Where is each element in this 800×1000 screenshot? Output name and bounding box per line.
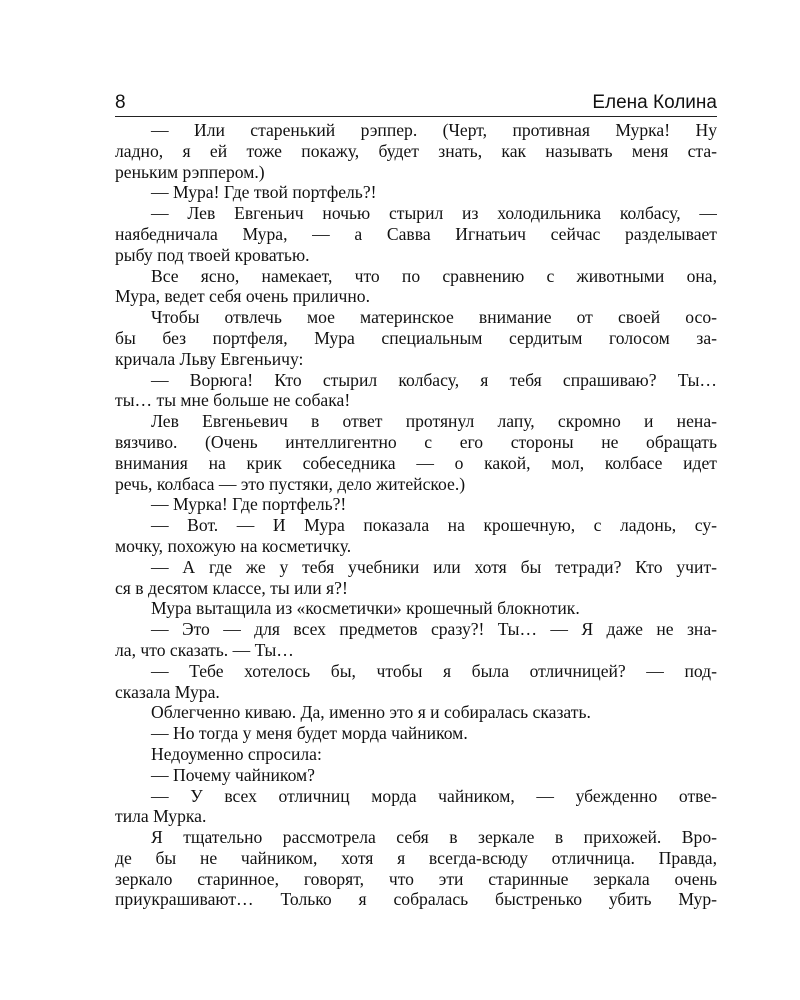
text-line: наябедничала Мура, — а Савва Игнатьич сейчас разделывает [115, 223, 717, 244]
text-line: — У всех отличниц морда чайником, — убежденно отве- [151, 785, 717, 806]
text-line: тила Мурка. [115, 806, 207, 827]
text-line: Чтобы отвлечь мое материнское внимание от своей осо- [151, 307, 717, 328]
text-line: вязчиво. (Очень интеллигентно с его стороны не обращать [115, 431, 717, 452]
text-line: сказала Мура. [115, 681, 220, 702]
text-line: — Мура! Где твой портфель?! [151, 182, 377, 203]
header-rule [115, 116, 717, 117]
text-line: Я тщательно рассмотрела себя в зеркале в прихожей. Вро- [151, 827, 717, 848]
text-line: рыбу под твоей кроватью. [115, 244, 310, 265]
text-line: мочку, похожую на косметичку. [115, 535, 352, 556]
text-line: — Или старенький рэппер. (Черт, противная Мурка! Ну [151, 120, 717, 140]
text-line: ты… ты мне больше не собака! [115, 390, 351, 411]
text-line: — А где же у тебя учебники или хотя бы тетради? Кто учит- [151, 556, 717, 577]
page-number: 8 [115, 92, 126, 113]
text-line: — Вот. — И Мура показала на крошечную, с ладонь, су- [151, 515, 717, 536]
text-line: — Мурка! Где портфель?! [151, 494, 347, 515]
text-line: Недоуменно спросила: [151, 743, 322, 764]
text-line: зеркало старинное, говорят, что эти старинные зеркала очень [115, 868, 717, 889]
text-line: Все ясно, намекает, что по сравнению с животными она, [151, 265, 717, 286]
text-line: — Тебе хотелось бы, чтобы я была отличницей? — под- [151, 660, 717, 681]
text-line: реньким рэппером.) [115, 161, 265, 182]
text-line: Мура вытащила из «косметички» крошечный блокнотик. [151, 598, 580, 619]
text-line: Мура, ведет себя очень прилично. [115, 286, 370, 307]
text-line: ладно, я ей тоже покажу, будет знать, как называть меня ста- [115, 140, 717, 161]
text-line: — Ворюга! Кто стырил колбасу, я тебя спрашиваю? Ты… [151, 369, 717, 390]
text-line: приукрашивают… Только я собралась быстренько убить Мур- [115, 889, 717, 910]
text-line: — Лев Евгеньич ночью стырил из холодильника колбасу, — [151, 203, 717, 224]
text-line: — Это — для всех предметов сразу?! Ты… — Я даже не зна- [151, 619, 717, 640]
book-page [115, 91, 717, 910]
text-line: Лев Евгеньевич в ответ протянул лапу, скромно и нена- [151, 411, 717, 432]
text-line: речь, колбаса — это пустяки, дело житейское.) [115, 473, 466, 494]
text-line: ла, что сказать. — Ты… [115, 639, 294, 660]
text-line: — Почему чайником? [151, 764, 315, 785]
text-line: — Но тогда у меня будет морда чайником. [151, 723, 468, 744]
text-line: внимания на крик собеседника — о какой, мол, колбасе идет [115, 452, 717, 473]
text-line: ся в десятом классе, ты или я?! [115, 577, 348, 598]
text-line: бы без портфеля, Мура специальным сердитым голосом за- [115, 327, 717, 348]
body-text [115, 120, 717, 910]
text-line: де бы не чайником, хотя я всегда-всюду отличница. Правда, [115, 847, 717, 868]
author-name: Елена Колина [592, 92, 717, 113]
text-line: кричала Льву Евгеньичу: [115, 348, 304, 369]
text-line: Облегченно киваю. Да, именно это я и собиралась сказать. [151, 702, 591, 723]
running-header [115, 91, 717, 115]
